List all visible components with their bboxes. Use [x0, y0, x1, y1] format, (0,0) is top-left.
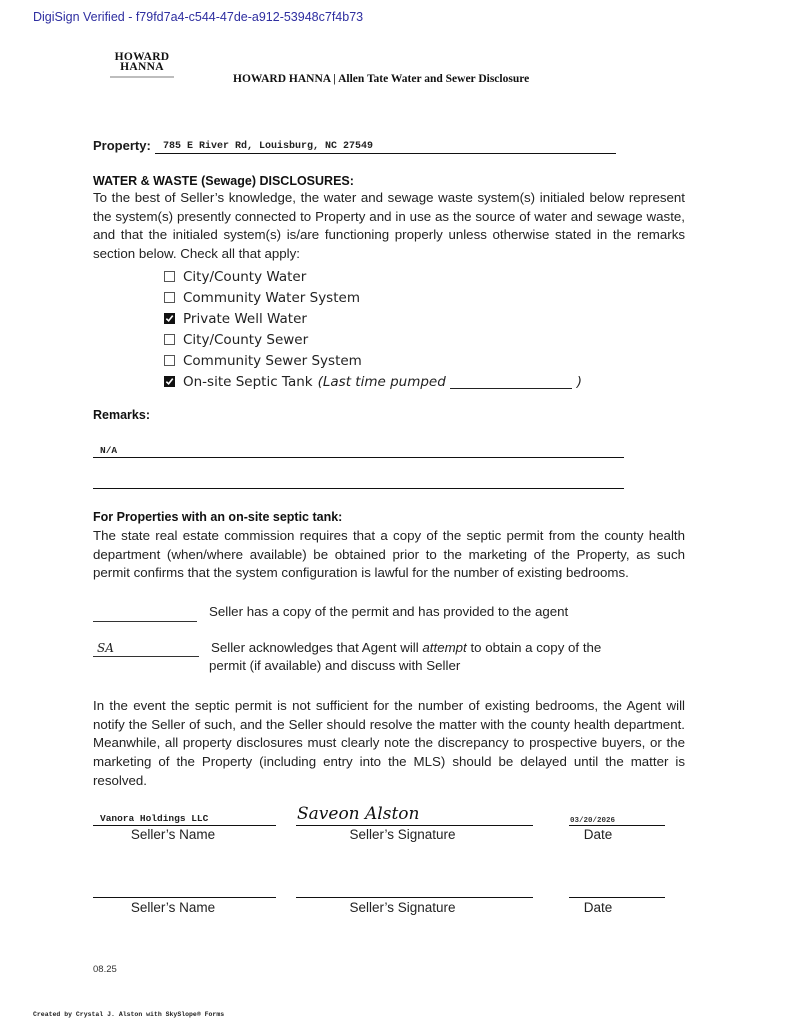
seller-signature-1-value[interactable]: Saveon Alston — [297, 804, 420, 824]
checkbox-unchecked-icon[interactable] — [164, 334, 175, 345]
checklist-label: Private Well Water — [183, 310, 307, 327]
checklist-label: Community Sewer System — [183, 352, 362, 369]
checkbox-unchecked-icon[interactable] — [164, 355, 175, 366]
water-sewer-checklist — [164, 266, 582, 392]
water-waste-heading: WATER & WASTE (Sewage) DISCLOSURES: — [93, 174, 354, 188]
ack1-text: Seller has a copy of the permit and has provided to the agent — [209, 604, 569, 619]
seller-name-1-line[interactable] — [93, 825, 276, 826]
property-field[interactable] — [93, 138, 616, 156]
checkbox-checked-icon[interactable] — [164, 376, 175, 387]
seller-name-1-caption: Seller’s Name — [130, 827, 216, 842]
property-underline — [155, 153, 616, 154]
last-pumped-label: (Last time pumped — [317, 373, 446, 390]
seller-signature-1-caption: Seller’s Signature — [349, 827, 456, 842]
logo-line-1: HOWARD — [114, 51, 170, 63]
ack2-initials-value[interactable]: SA — [97, 641, 114, 655]
ack2-text — [211, 639, 681, 658]
date-2-line[interactable] — [569, 897, 665, 898]
seller-name-2-caption: Seller’s Name — [130, 900, 216, 915]
ack2-text-line-2: permit (if available) and discuss with Seller — [209, 658, 461, 673]
howard-hanna-logo — [104, 52, 180, 78]
last-pumped-close-paren: ) — [576, 373, 583, 390]
remarks-line-1-value[interactable]: N/A — [100, 445, 118, 456]
checklist-item-city-county-sewer[interactable] — [164, 329, 582, 350]
remarks-line-2[interactable] — [93, 488, 624, 489]
checklist-item-community-sewer-system[interactable] — [164, 350, 582, 371]
checkbox-unchecked-icon[interactable] — [164, 271, 175, 282]
ack2-text-after: to obtain a copy of the — [466, 640, 602, 655]
seller-name-2-line[interactable] — [93, 897, 276, 898]
water-waste-paragraph: To the best of Seller’s knowledge, the water and sewage waste system(s) initialed below represent the system(s) presently connected to Property and in use as the source of water and sewage waste, and that the initialed system(s) is/are functioning properly unless otherwise stated in the remarks section below. Check all that apply: — [93, 190, 685, 262]
checklist-item-city-county-water[interactable] — [164, 266, 582, 287]
seller-signature-2-line[interactable] — [296, 897, 533, 898]
septic-heading: For Properties with an on-site septic tank: — [93, 510, 343, 524]
logo-line-2: HANNA — [120, 61, 164, 73]
checklist-label: On-site Septic Tank — [183, 373, 313, 390]
checklist-label: City/County Sewer — [183, 331, 309, 348]
ack2-initials-line[interactable] — [93, 656, 199, 657]
checkbox-unchecked-icon[interactable] — [164, 292, 175, 303]
checklist-item-community-water-system[interactable] — [164, 287, 582, 308]
property-value[interactable]: 785 E River Rd, Louisburg, NC 27549 — [163, 141, 374, 152]
form-version: 08.25 — [93, 964, 117, 975]
remarks-label: Remarks: — [93, 408, 150, 422]
date-2-caption: Date — [583, 900, 613, 915]
checklist-item-private-well-water[interactable] — [164, 308, 582, 329]
logo-tagline-bar — [110, 76, 174, 78]
date-1-line[interactable] — [569, 825, 665, 826]
septic-paragraph: The state real estate commission requires that a copy of the septic permit from the county health department (when/where available) be obtained prior to the marketing of the Property, as such permit confirms that the system configuration is lawful for the number of existing bedrooms. — [93, 528, 685, 581]
property-label: Property: — [93, 138, 151, 153]
ack1-initials-line[interactable] — [93, 621, 197, 622]
septic-closing-paragraph: In the event the septic permit is not sufficient for the number of existing bedrooms, the Agent will notify the Seller of such, and the Seller should resolve the matter with the county health department. Meanwhile, all property disclosures must clearly note the discrepancy to prospective buyers, or the marketing of the Property (including entry into the MLS) should be delayed until the matter is resolved. — [93, 698, 685, 788]
checklist-label: Community Water System — [183, 289, 360, 306]
ack2-text-italic: attempt — [422, 640, 467, 655]
checklist-label: City/County Water — [183, 268, 307, 285]
seller-name-1-value[interactable]: Vanora Holdings LLC — [100, 813, 209, 824]
seller-signature-1-line[interactable] — [296, 825, 533, 826]
digisign-verification-banner: DigiSign Verified - f79fd7a4-c544-47de-a912-53948c7f4b73 — [33, 10, 364, 24]
created-by-footer: Created by Crystal J. Alston with SkySlope® Forms — [33, 1011, 225, 1018]
checkbox-checked-icon[interactable] — [164, 313, 175, 324]
checklist-item-onsite-septic-tank[interactable] — [164, 371, 582, 392]
remarks-line-1[interactable] — [93, 457, 624, 458]
date-1-caption: Date — [583, 827, 613, 842]
last-pumped-field[interactable] — [450, 375, 572, 389]
ack2-text-before: Seller acknowledges that Agent will — [211, 640, 423, 655]
document-title: HOWARD HANNA | Allen Tate Water and Sewer Disclosure — [233, 73, 530, 85]
date-1-value[interactable]: 03/20/2026 — [570, 817, 616, 825]
seller-signature-2-caption: Seller’s Signature — [349, 900, 456, 915]
